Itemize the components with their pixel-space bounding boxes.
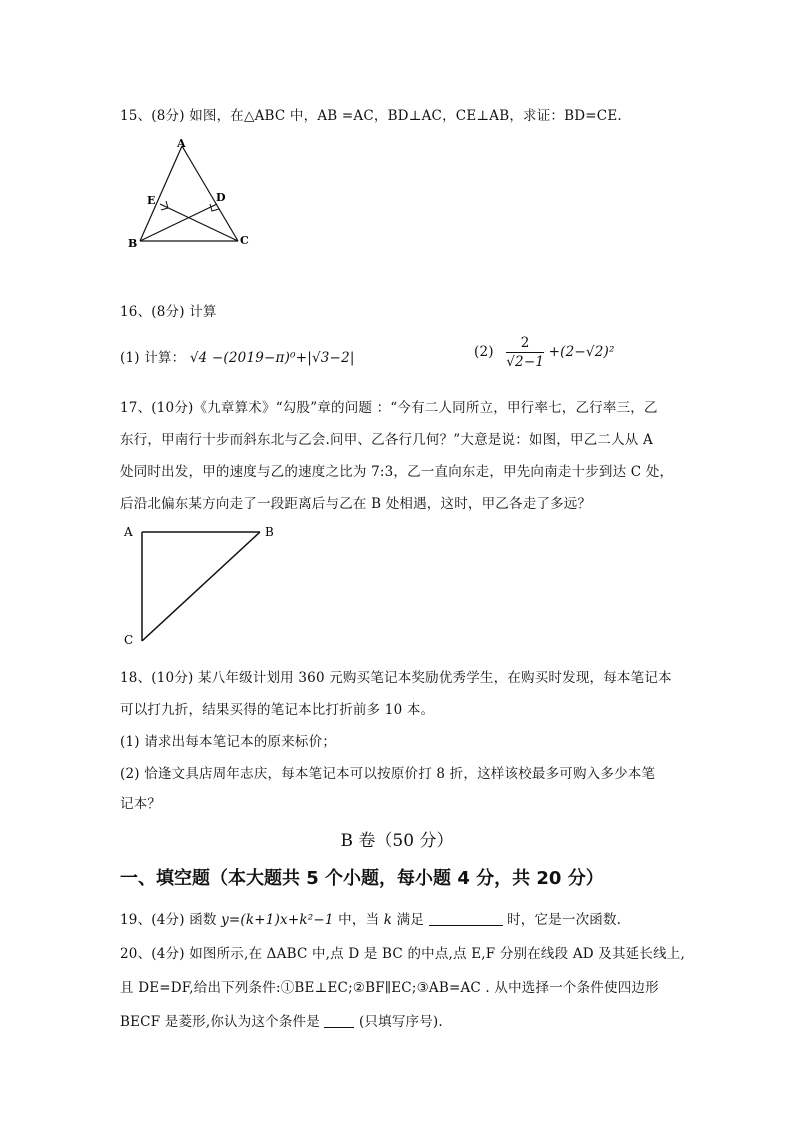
q20-line3 [120, 1010, 443, 1030]
q16-part1 [120, 346, 355, 366]
q18-part1: (1) 请求出每本笔记本的原来标价； [120, 734, 337, 750]
q19-var: k [383, 912, 393, 928]
label-c: C [124, 633, 134, 647]
label-a: A [177, 137, 186, 150]
q18-line2: 可以打九折，结果买得的笔记本比打折前多 10 本。 [120, 702, 435, 718]
q20-answer-blank[interactable] [324, 1013, 354, 1028]
q17-line2: 东行，甲南行十步而斜东北与乙会.问甲、乙各行几何？”大意是说：如图，甲乙二人从 A [120, 432, 653, 448]
q19-mid: 中，当 [338, 912, 380, 928]
q16-part2 [474, 334, 615, 371]
q20-line3-b: (只填写序号). [358, 1014, 443, 1030]
q16-fraction-denominator: √2−1 [506, 354, 545, 370]
q19 [120, 908, 621, 928]
q19-pre: 19、(4分) 函数 [120, 912, 217, 928]
q17-right-triangle-diagram [118, 520, 288, 650]
q18-part2-line2: 记本？ [120, 796, 162, 812]
label-b: B [265, 525, 274, 539]
label-b: B [128, 237, 138, 250]
q19-post1: 满足 [396, 912, 425, 928]
label-e: E [147, 194, 156, 207]
q20-line1: 20、(4分) 如图所示,在 ΔABC 中,点 D 是 BC 的中点,点 E,F 分别在线段 AD 及其延长线上, [120, 946, 685, 962]
q17-line4: 后沿北偏东某方向走了一段距离后与乙在 B 处相遇，这时，甲乙各走了多远？ [120, 496, 592, 512]
label-c: C [240, 234, 249, 247]
q19-answer-blank[interactable] [429, 911, 503, 926]
q17-line1: 17、(10分)《九章算术》“勾股”章的问题 ：“今有二人同所立，甲行率七，乙行率三，乙 [120, 400, 658, 416]
q15-triangle-diagram [120, 134, 260, 254]
q15-text: 15、(8分) 如图，在△ABC 中，AB =AC，BD⊥AC，CE⊥AB，求证：BD=CE. [120, 108, 622, 124]
q19-post2: 时，它是一次函数. [507, 912, 622, 928]
q16-part1-label: (1) 计算： [120, 350, 186, 366]
label-a: A [124, 525, 133, 539]
q16-part2-rest: +(2−√2)² [548, 344, 615, 360]
q18-part2-line1: (2) 恰逢文具店周年志庆，每本笔记本可以按原价打 8 折，这样该校最多可购入多少本笔 [120, 766, 656, 782]
q16-part1-expr: √4 −(2019−π)⁰+|√3−2| [189, 350, 355, 366]
q16-header: 16、(8分) 计算 [120, 304, 217, 320]
q16-fraction [506, 334, 544, 371]
q19-expr: y=(k+1)x+k²−1 [221, 912, 334, 928]
q17-line3: 处同时出发，甲的速度与乙的速度之比为 7:3，乙一直向东走，甲先向南走十步到达 C 处， [120, 464, 674, 480]
label-d: D [216, 191, 226, 204]
q20-line2: 且 DE=DF,给出下列条件:①BE⊥EC;②BF∥EC;③AB=AC . 从中选择一个条件使四边形 [120, 980, 659, 996]
q20-line3-a: BECF 是菱形,你认为这个条件是 [120, 1014, 320, 1030]
q18-line1: 18、(10分) 某八年级计划用 360 元购买笔记本奖励优秀学生，在购买时发现，每本笔记本 [120, 670, 672, 686]
section-b-subtitle: 一、填空题（本大题共 5 个小题，每小题 4 分，共 20 分） [120, 868, 604, 889]
section-b-title: B 卷（50 分） [340, 831, 454, 851]
q16-fraction-numerator: 2 [506, 334, 544, 353]
q16-part2-label: (2) [474, 344, 494, 360]
